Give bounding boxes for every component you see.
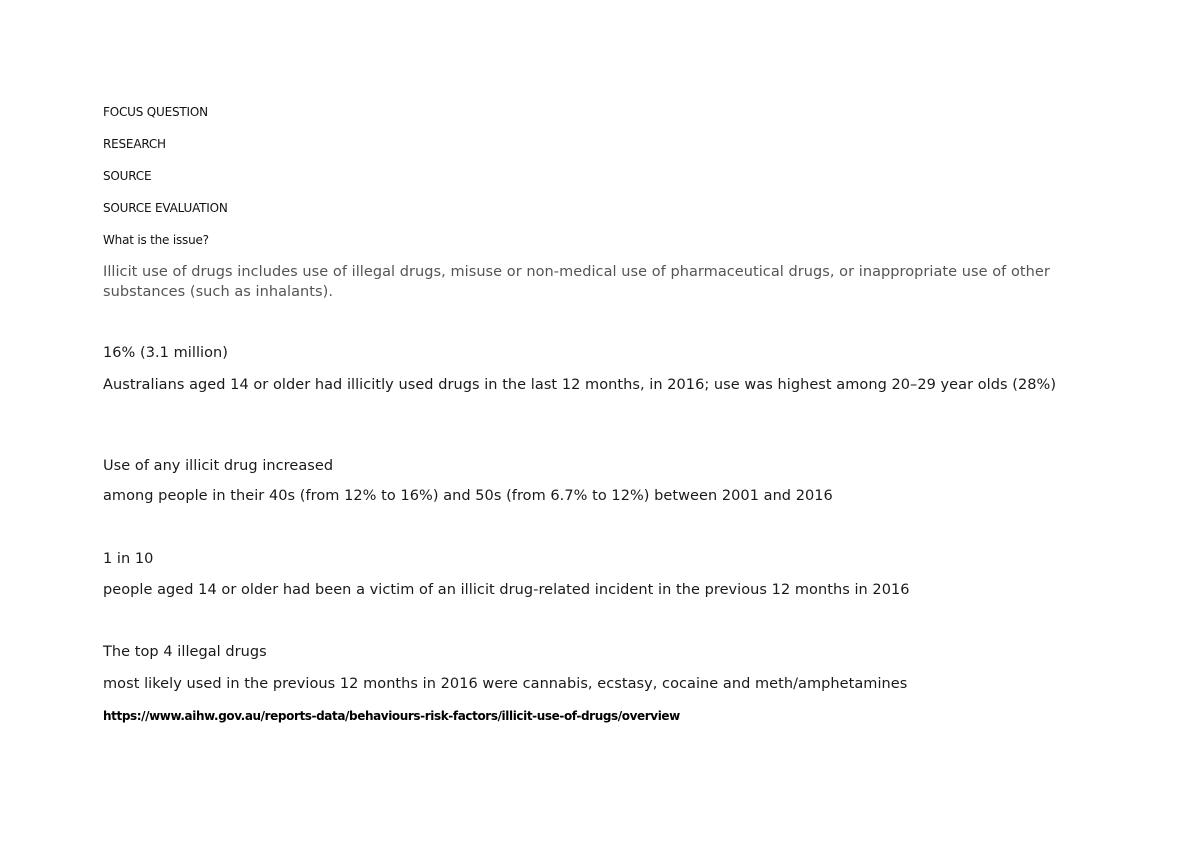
fact-3-detail: people aged 14 or older had been a victim of an illicit drug-related incident in the previous 12 months in 2016 xyxy=(103,582,910,598)
source-heading: SOURCE xyxy=(103,169,152,183)
fact-3-headline: 1 in 10 xyxy=(103,551,154,567)
fact-1-headline: 16% (3.1 million) xyxy=(103,345,228,361)
source-evaluation-heading: SOURCE EVALUATION xyxy=(103,201,228,215)
research-heading: RESEARCH xyxy=(103,137,166,151)
intro-paragraph: Illicit use of drugs includes use of illegal drugs, misuse or non-medical use of pharmaceutical drugs, or inappropriate use of other substances (such as inhalants). xyxy=(103,264,1050,300)
fact-1-detail: Australians aged 14 or older had illicitly used drugs in the last 12 months, in 2016; use was highest among 20–29 year olds (28%) xyxy=(103,377,1057,393)
fact-4-detail: most likely used in the previous 12 months in 2016 were cannabis, ecstasy, cocaine and meth/amphetamines xyxy=(103,676,908,692)
fact-2-headline: Use of any illicit drug increased xyxy=(103,458,334,474)
source-url-link[interactable]: https://www.aihw.gov.au/reports-data/behaviours-risk-factors/illicit-use-of-drugs/overview xyxy=(103,709,680,723)
fact-2-detail: among people in their 40s (from 12% to 16%) and 50s (from 6.7% to 12%) between 2001 and 2016 xyxy=(103,488,833,504)
focus-question-heading: FOCUS QUESTION xyxy=(103,105,208,119)
what-is-issue-heading: What is the issue? xyxy=(103,233,209,247)
fact-4-headline: The top 4 illegal drugs xyxy=(103,644,267,660)
